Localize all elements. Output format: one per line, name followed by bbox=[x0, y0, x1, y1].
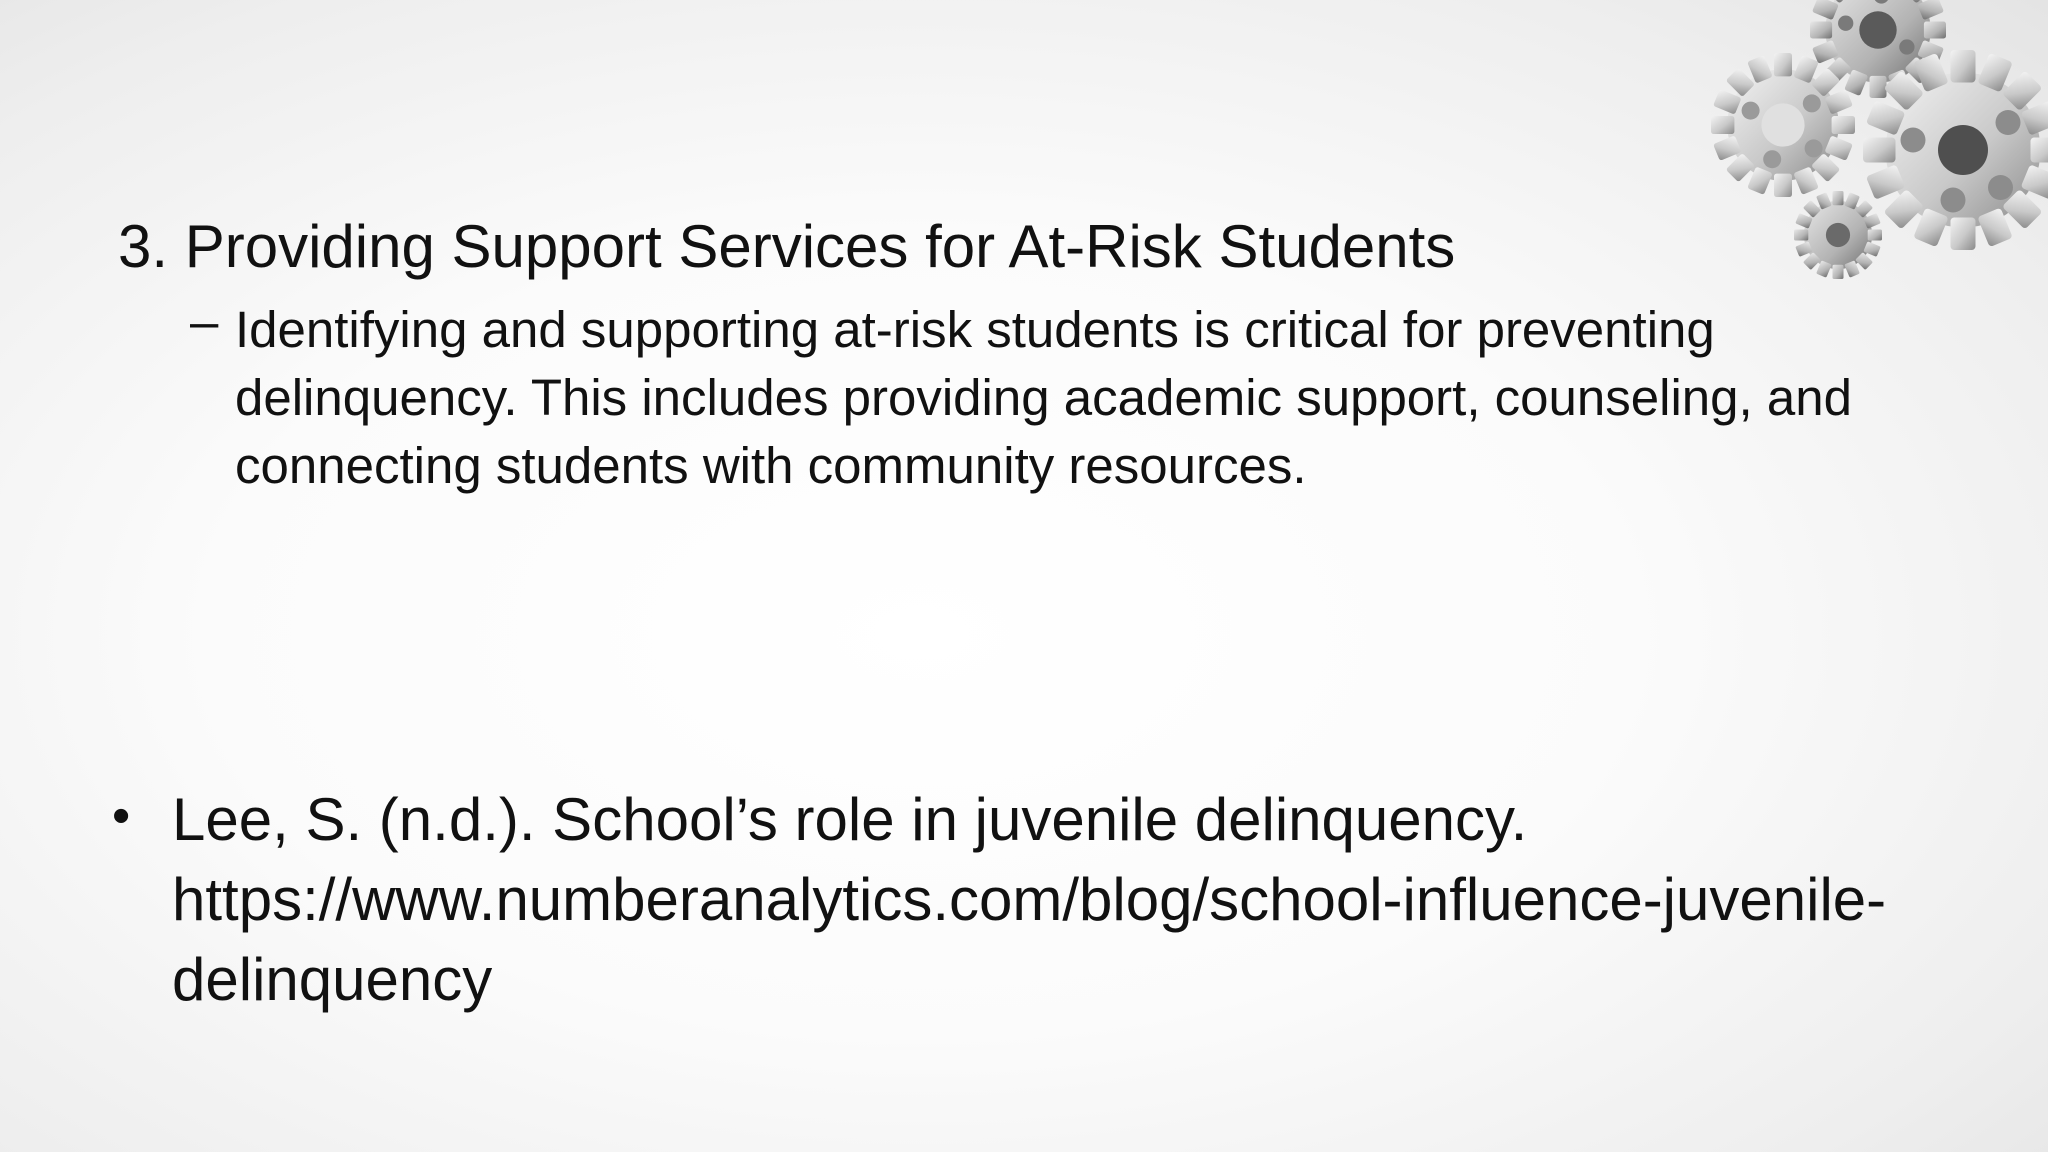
sub-bullet-text: Identifying and supporting at-risk students is critical for preventing delinquency. This includes providing academic support, counseling, and connecting students with community resources. bbox=[235, 301, 1852, 494]
reference-text: Lee, S. (n.d.). School’s role in juvenile delinquency. https://www.numberanalytics.com/blog/school-influence-juvenile-delinquency bbox=[172, 786, 1887, 1013]
bullet-marker: • bbox=[112, 787, 131, 845]
sub-bullet bbox=[190, 293, 1930, 500]
gears-icon bbox=[1688, 0, 2048, 300]
dash-marker: – bbox=[190, 293, 219, 350]
reference-bullet bbox=[112, 780, 1912, 1020]
slide-heading: 3. Providing Support Services for At-Risk Students bbox=[118, 213, 1456, 280]
